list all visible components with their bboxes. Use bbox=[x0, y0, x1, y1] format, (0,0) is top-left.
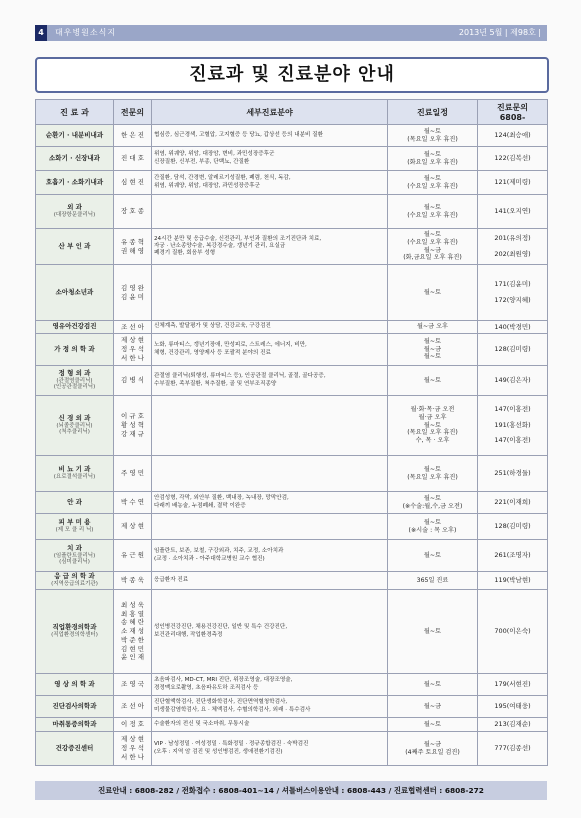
dept-cell bbox=[36, 125, 114, 147]
area-cell: 협심증, 심근경색, 고혈압, 고지혈증 등 당뇨, 갑상선 등의 내분비 질환 bbox=[152, 125, 388, 147]
table-header-row bbox=[36, 100, 548, 125]
dept-name: 치 과 bbox=[67, 544, 82, 552]
table-row bbox=[36, 396, 548, 456]
doctor-name: 최 홍 열 bbox=[121, 609, 144, 618]
contact-reception: 전화접수 : 6808-401~14 bbox=[181, 786, 274, 795]
doctor-cell bbox=[114, 540, 152, 572]
doctor-name: 이 규 호 bbox=[121, 412, 144, 421]
header-dept: 진 료 과 bbox=[36, 100, 114, 125]
doctor-name: 김 현 민 bbox=[121, 644, 144, 653]
schedule-cell: 월~토 (※시술 : 목 오후) bbox=[388, 514, 478, 540]
dept-name: 피 부 미 용 bbox=[58, 518, 91, 527]
area-cell: 간질환, 담석, 간경변, 알레르기성질환, 폐렴, 천식, 독감, 위염, 위궤양, 위암, 대장암, 과민성장증후군 bbox=[152, 171, 388, 195]
doctor-name: 이 정 호 bbox=[121, 720, 144, 729]
doctor-cell bbox=[114, 265, 152, 321]
header-tel bbox=[478, 100, 548, 125]
area-cell: 관절염 클리닉(퇴행성, 류마티스 등), 인공관절 클리닉, 골절, 골다공증, 수부질환, 족부질환, 척추질환, 골 및 연부조직종양 bbox=[152, 366, 388, 396]
dept-subtitle: (대장항문클리닉) bbox=[53, 212, 96, 219]
dept-subtitle: (지역응급의료기관) bbox=[51, 581, 98, 588]
dept-name: 가 정 의 학 과 bbox=[54, 344, 95, 353]
doctor-name: 김 윤 미 bbox=[121, 292, 144, 301]
doctor-name: 진 대 호 bbox=[121, 154, 144, 163]
table-row bbox=[36, 540, 548, 572]
dept-subtitle: (관절염클리닉) (인공관절클리닉) bbox=[53, 377, 96, 391]
schedule-cell: 월~토 (목요일 오후 휴진) bbox=[388, 456, 478, 492]
dept-name: 정 형 외 과 bbox=[58, 369, 91, 377]
doctor-name: 제 상 현 bbox=[121, 336, 144, 345]
tel-cell: 149(김은자) bbox=[478, 366, 548, 396]
schedule-cell: 월~토 (목요일 오후 휴진) bbox=[388, 125, 478, 147]
table-row bbox=[36, 321, 548, 334]
tel-cell: 261(조명자) bbox=[478, 540, 548, 572]
doctor-name: 서 한 나 bbox=[121, 752, 144, 761]
table-row bbox=[36, 732, 548, 766]
table-row bbox=[36, 195, 548, 229]
doctor-name: 김 병 식 bbox=[121, 376, 144, 385]
area-cell: 신체계측, 발달평가 및 상담, 건강교육, 구강검진 bbox=[152, 321, 388, 334]
schedule-cell: 월~토 bbox=[388, 265, 478, 321]
doctor-name: 한 은 진 bbox=[121, 131, 144, 140]
doctor-cell bbox=[114, 334, 152, 366]
page-number: 4 bbox=[35, 25, 47, 41]
doctor-cell bbox=[114, 171, 152, 195]
tel-cell: 213(김재순) bbox=[478, 718, 548, 732]
dept-name: 호흡기 · 소화기내과 bbox=[45, 177, 104, 186]
contact-shuttle: 셔틀버스이용안내 : 6808-443 bbox=[281, 786, 387, 795]
doctor-name: 송 혜 란 bbox=[121, 618, 144, 627]
doctor-cell bbox=[114, 514, 152, 540]
dept-cell bbox=[36, 147, 114, 171]
table-row bbox=[36, 492, 548, 514]
doctor-name: 박 수 연 bbox=[121, 498, 144, 507]
area-cell: 진단혈액학검사, 진단생화학검사, 진단면역혈청학검사, 미생물감염학검사, 요 · 체액검사, 수혈의학검사, 외래 · 특수검사 bbox=[152, 696, 388, 718]
title-box bbox=[35, 57, 549, 93]
tel-cell: 121(제미령) bbox=[478, 171, 548, 195]
doctor-name: 소 재 성 bbox=[121, 627, 144, 636]
issue-label: 2013년 5월 | 제98호 | bbox=[458, 28, 541, 37]
dept-cell bbox=[36, 590, 114, 674]
dept-subtitle: (요로결석클리닉) bbox=[53, 474, 96, 481]
tel-cell: 251(하경둘) bbox=[478, 456, 548, 492]
tel-cell: 171(김윤미) 172(양지혜) bbox=[478, 265, 548, 321]
doctor-name: 서 한 나 bbox=[121, 353, 144, 362]
table-row bbox=[36, 590, 548, 674]
area-cell bbox=[152, 456, 388, 492]
schedule-cell: 월~토 (수요일 오후 휴진) 월~금 (화,금요일 오후 휴진) bbox=[388, 229, 478, 265]
contact-bar: 진료안내 : 6808-282 / 전화접수 : 6808-401~14 / 셔틀버스이용안내 : 6808-443 / 진료협력센터 : 6808-272 bbox=[35, 781, 547, 800]
schedule-cell: 월~토 bbox=[388, 540, 478, 572]
area-cell: 안검성형, 각막, 외안부 질환, 백내장, 녹내장, 망막안검, 다래끼 배농술, 누점폐쇄, 결막 이완증 bbox=[152, 492, 388, 514]
doctor-name: 장 호 종 bbox=[121, 207, 144, 216]
dept-cell bbox=[36, 334, 114, 366]
table-row bbox=[36, 147, 548, 171]
dept-cell bbox=[36, 572, 114, 590]
dept-cell bbox=[36, 674, 114, 696]
dept-cell bbox=[36, 195, 114, 229]
doctor-name: 유 종 혁 bbox=[121, 237, 144, 246]
area-cell: 성인병건강진단, 채용건강진단, 일반 및 특수 건강진단, 보건관리대행, 작업환경측정 bbox=[152, 590, 388, 674]
doctor-cell bbox=[114, 396, 152, 456]
dept-name: 영 상 의 학 과 bbox=[54, 679, 95, 688]
doctor-name: 권 해 영 bbox=[121, 246, 144, 255]
table-row bbox=[36, 514, 548, 540]
table-row bbox=[36, 674, 548, 696]
doctor-name: 황 성 혁 bbox=[121, 421, 144, 430]
doctor-cell bbox=[114, 674, 152, 696]
doctor-cell bbox=[114, 590, 152, 674]
area-cell: 임플란트, 보존, 보철, 구강외과, 치주, 교정, 소아치과 (교정 · 소아치과 - 아주대학교병원 교수 협진) bbox=[152, 540, 388, 572]
schedule-cell: 월~금 오후 bbox=[388, 321, 478, 334]
dept-name: 외 과 bbox=[67, 203, 82, 212]
tel-cell: 141(오지연) bbox=[478, 195, 548, 229]
dept-name: 진단검사의학과 bbox=[52, 701, 97, 710]
doctor-name: 정 우 석 bbox=[121, 744, 144, 753]
dept-name: 소화기 · 신장내과 bbox=[49, 153, 100, 162]
schedule-cell: 월~토 (※수술:월,수,금 오전) bbox=[388, 492, 478, 514]
dept-cell bbox=[36, 456, 114, 492]
dept-cell bbox=[36, 696, 114, 718]
contact-guide: 진료안내 : 6808-282 bbox=[98, 786, 174, 795]
doctor-name: 박 준 한 bbox=[121, 635, 144, 644]
dept-cell bbox=[36, 514, 114, 540]
doctor-name: 조 영 국 bbox=[121, 680, 144, 689]
doctor-name: 윤 인 재 bbox=[121, 653, 144, 662]
header-schedule: 진료일정 bbox=[388, 100, 478, 125]
schedule-cell: 월~토 (수요일 오후 휴진) bbox=[388, 195, 478, 229]
doctor-name: 제 상 현 bbox=[121, 735, 144, 744]
doctor-name: 강 재 규 bbox=[121, 429, 144, 438]
dept-cell bbox=[36, 732, 114, 766]
tel-cell: 128(김미령) bbox=[478, 514, 548, 540]
tel-cell: 201(유의정) 202(최원영) bbox=[478, 229, 548, 265]
doctor-cell bbox=[114, 321, 152, 334]
page-header-bar bbox=[35, 25, 547, 41]
table-row bbox=[36, 718, 548, 732]
doctor-cell bbox=[114, 718, 152, 732]
dept-cell bbox=[36, 396, 114, 456]
tel-cell: 221(이재희) bbox=[478, 492, 548, 514]
doctor-cell bbox=[114, 492, 152, 514]
dept-name: 건강증진센터 bbox=[55, 743, 94, 752]
schedule-cell: 월~금 (4째주 토요일 검진) bbox=[388, 732, 478, 766]
header-area: 세부진료분야 bbox=[152, 100, 388, 125]
doctor-name: 제 상 현 bbox=[121, 522, 144, 531]
doctor-name: 조 선 아 bbox=[121, 322, 144, 331]
dept-cell bbox=[36, 718, 114, 732]
schedule-cell: 월~토 bbox=[388, 718, 478, 732]
schedule-cell: 월~토 bbox=[388, 674, 478, 696]
dept-cell bbox=[36, 321, 114, 334]
doctor-cell bbox=[114, 696, 152, 718]
area-cell bbox=[152, 514, 388, 540]
tel-cell: 195(여태웅) bbox=[478, 696, 548, 718]
doctor-cell bbox=[114, 732, 152, 766]
table-row bbox=[36, 572, 548, 590]
table-row bbox=[36, 456, 548, 492]
area-cell: 수술환자의 전신 및 국소마취, 무통시술 bbox=[152, 718, 388, 732]
doctor-name: 정 우 석 bbox=[121, 345, 144, 354]
schedule-cell: 월~토 bbox=[388, 366, 478, 396]
table-row bbox=[36, 229, 548, 265]
page-title: 진료과 및 진료분야 안내 bbox=[189, 64, 395, 85]
dept-name: 순환기 · 내분비내과 bbox=[45, 130, 104, 139]
table-row bbox=[36, 366, 548, 396]
dept-name: 영유아건강검진 bbox=[52, 322, 97, 331]
doctor-name: 조 선 아 bbox=[121, 702, 144, 711]
area-cell: 24시간 분만 및 응급수술, 신전관리, 부인과 질환의 조기진단과 치료, 자궁 · 난소종양수술, 복강경수술, 갱년기 관리, 요실금 폐경기 질환, 회음부 성형 bbox=[152, 229, 388, 265]
doctor-cell bbox=[114, 456, 152, 492]
doctor-name: 최 성 욱 bbox=[121, 600, 144, 609]
table-row bbox=[36, 265, 548, 321]
dept-cell bbox=[36, 492, 114, 514]
schedule-cell: 월~토 (화요일 오후 휴진) bbox=[388, 147, 478, 171]
area-cell bbox=[152, 195, 388, 229]
tel-cell: 119(박남현) bbox=[478, 572, 548, 590]
tel-cell: 128(김미령) bbox=[478, 334, 548, 366]
dept-cell bbox=[36, 229, 114, 265]
area-cell: 노화, 류마티스, 갱년기장애, 만성피로, 스트레스, 에너지, 비만, 체형, 건강관리, 영양제사 등 포괄적 분야의 진료 bbox=[152, 334, 388, 366]
tel-cell: 124(최승애) bbox=[478, 125, 548, 147]
area-cell bbox=[152, 265, 388, 321]
doctor-cell bbox=[114, 572, 152, 590]
doctor-cell bbox=[114, 125, 152, 147]
dept-name: 마취통증의학과 bbox=[52, 719, 97, 728]
area-cell: VIP · 남성정밀 · 여성정밀 · 특화정밀 · 정규종합검진 · 숙박검진 (오후 : 지역 암 검진 및 성인병검진, 생애전환기검진) bbox=[152, 732, 388, 766]
table-row bbox=[36, 125, 548, 147]
table-row bbox=[36, 171, 548, 195]
area-cell bbox=[152, 396, 388, 456]
doctor-cell bbox=[114, 229, 152, 265]
doctor-name: 유 근 원 bbox=[121, 551, 144, 560]
dept-subtitle: (임플란트클리닉) (심미클리닉) bbox=[53, 552, 96, 566]
header-doctor: 전문의 bbox=[114, 100, 152, 125]
doctor-cell bbox=[114, 366, 152, 396]
dept-cell bbox=[36, 540, 114, 572]
schedule-cell: 365일 진료 bbox=[388, 572, 478, 590]
schedule-cell: 월~금 bbox=[388, 696, 478, 718]
tel-cell: 140(박경민) bbox=[478, 321, 548, 334]
schedule-cell: 월~토 (수요일 오후 휴진) bbox=[388, 171, 478, 195]
tel-cell: 147(이홍전) 191(홍선화) 147(이홍전) bbox=[478, 396, 548, 456]
doctor-cell bbox=[114, 147, 152, 171]
dept-subtitle: (직업환경의학센터) bbox=[51, 632, 98, 639]
schedule-cell: 월·화·목·금 오전 월·금 오후 월~토 (목요일 오후 휴진) 수, 목 · 오후 bbox=[388, 396, 478, 456]
doctor-name: 주 영 민 bbox=[121, 469, 144, 478]
header-tel-prefix: 6808- bbox=[499, 113, 526, 122]
area-cell: 초음파검사, MD-CT, MRI 진단, 위장조영술, 대장조영술, 경정맥요로촬영, 초음파유도하 조직검사 등 bbox=[152, 674, 388, 696]
publication-name: 대우병원소식지 bbox=[55, 28, 117, 37]
tel-cell: 700(이은숙) bbox=[478, 590, 548, 674]
schedule-cell: 월~토 월~금 월~토 bbox=[388, 334, 478, 366]
dept-cell bbox=[36, 171, 114, 195]
dept-name: 안 과 bbox=[67, 497, 82, 506]
tel-cell: 179(서현진) bbox=[478, 674, 548, 696]
department-table bbox=[35, 99, 548, 766]
doctor-name: 심 현 진 bbox=[121, 178, 144, 187]
dept-name: 직업환경의학과 bbox=[52, 623, 97, 632]
doctor-cell bbox=[114, 195, 152, 229]
dept-name: 신 경 외 과 bbox=[58, 414, 91, 422]
dept-subtitle: (뇌졸중클리닉) (척추클리닉) bbox=[56, 422, 93, 436]
area-cell: 위염, 위궤양, 위암, 대장암, 변비, 과민성장증후군 신장질환, 신부전, 부종, 단백뇨, 간질환 bbox=[152, 147, 388, 171]
tel-cell: 122(김복선) bbox=[478, 147, 548, 171]
dept-name: 응 급 의 학 과 bbox=[54, 572, 95, 581]
dept-name: 비 뇨 기 과 bbox=[58, 465, 91, 474]
dept-name: 소아청소년과 bbox=[55, 287, 94, 296]
dept-cell bbox=[36, 366, 114, 396]
dept-name: 산 부 인 과 bbox=[58, 241, 91, 250]
table-row bbox=[36, 334, 548, 366]
schedule-cell: 월~토 bbox=[388, 590, 478, 674]
header-tel-title: 진료문의 bbox=[497, 103, 528, 112]
table-row bbox=[36, 696, 548, 718]
area-cell: 응급환자 진료 bbox=[152, 572, 388, 590]
doctor-name: 김 영 완 bbox=[121, 283, 144, 292]
tel-cell: 777(김종선) bbox=[478, 732, 548, 766]
dept-subtitle: (제 모 클 리 닉) bbox=[55, 527, 94, 534]
doctor-name: 박 종 욱 bbox=[121, 576, 144, 585]
contact-cooperation: 진료협력센터 : 6808-272 bbox=[393, 786, 484, 795]
dept-cell bbox=[36, 265, 114, 321]
